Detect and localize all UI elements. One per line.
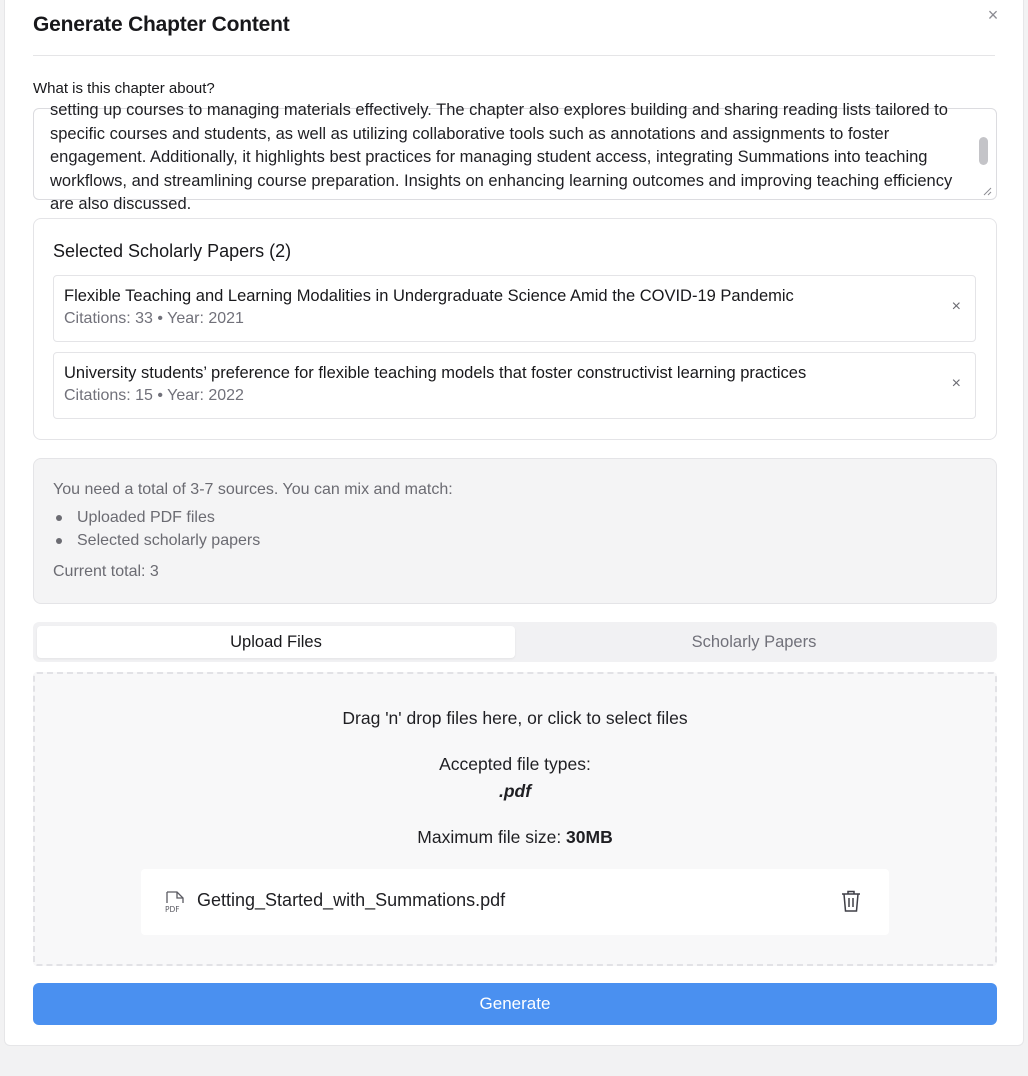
sources-info-item: Uploaded PDF files (53, 506, 260, 529)
selected-papers-title: Selected Scholarly Papers (2) (53, 241, 292, 261)
svg-text:PDF: PDF (165, 905, 180, 914)
pdf-file-icon (163, 889, 187, 915)
remove-paper-icon[interactable]: × (951, 298, 961, 315)
sources-info-list (53, 506, 260, 552)
textarea-scrollbar[interactable] (979, 137, 988, 165)
paper-item (53, 275, 976, 342)
paper-meta: Citations: 33 • Year: 2021 (64, 310, 244, 327)
remove-paper-icon[interactable]: × (951, 375, 961, 392)
generate-chapter-modal (4, 0, 1024, 1046)
file-dropzone[interactable] (33, 672, 997, 966)
max-size-value: 30MB (566, 827, 613, 847)
accepted-types-value: .pdf (498, 781, 532, 801)
current-total: Current total: 3 (53, 563, 159, 580)
paper-title: Flexible Teaching and Learning Modalities in Undergraduate Science Amid the COVID-19 Pandemic (64, 287, 794, 305)
modal-title: Generate Chapter Content (33, 13, 290, 36)
sources-info-card (33, 458, 997, 604)
selected-papers-card (33, 218, 997, 440)
uploaded-file-row (141, 869, 889, 935)
paper-item (53, 352, 976, 419)
description-text: setting up courses to managing materials effectively. The chapter also explores building and sharing reading lists tailored to specific courses and students, as well as utilizing collaborative tools such as annotations and assignments to foster engagement. Additionally, it highlights best practices for managing student access, integrating Summations into teaching workflows, and streamlining course preparation. Insights on enhancing learning outcomes and improving teaching efficiency are also discussed. (50, 101, 957, 213)
close-icon[interactable]: × (987, 5, 999, 25)
sources-info-item: Selected scholarly papers (53, 529, 260, 552)
tab-scholarly-papers[interactable]: Scholarly Papers (691, 633, 817, 651)
max-file-size (35, 827, 995, 848)
modal-header (33, 0, 999, 56)
sources-info-intro: You need a total of 3-7 sources. You can mix and match: (53, 481, 453, 498)
tab-upload-files[interactable]: Upload Files (37, 626, 515, 658)
uploaded-file-name: Getting_Started_with_Summations.pdf (197, 890, 506, 910)
paper-meta: Citations: 15 • Year: 2022 (64, 387, 244, 404)
max-size-label: Maximum file size: (417, 827, 567, 847)
resize-handle-icon[interactable] (982, 186, 992, 196)
description-textarea[interactable] (33, 101, 997, 213)
generate-button[interactable]: Generate (33, 983, 997, 1025)
dropzone-instruction: Drag 'n' drop files here, or click to select files (342, 708, 688, 728)
description-label: What is this chapter about? (33, 80, 215, 97)
paper-title: University students’ preference for flexible teaching models that foster constructivist learning practices (64, 364, 807, 382)
source-tabs (33, 622, 997, 662)
trash-icon[interactable] (839, 888, 863, 914)
accepted-types-label: Accepted file types: (439, 754, 591, 774)
